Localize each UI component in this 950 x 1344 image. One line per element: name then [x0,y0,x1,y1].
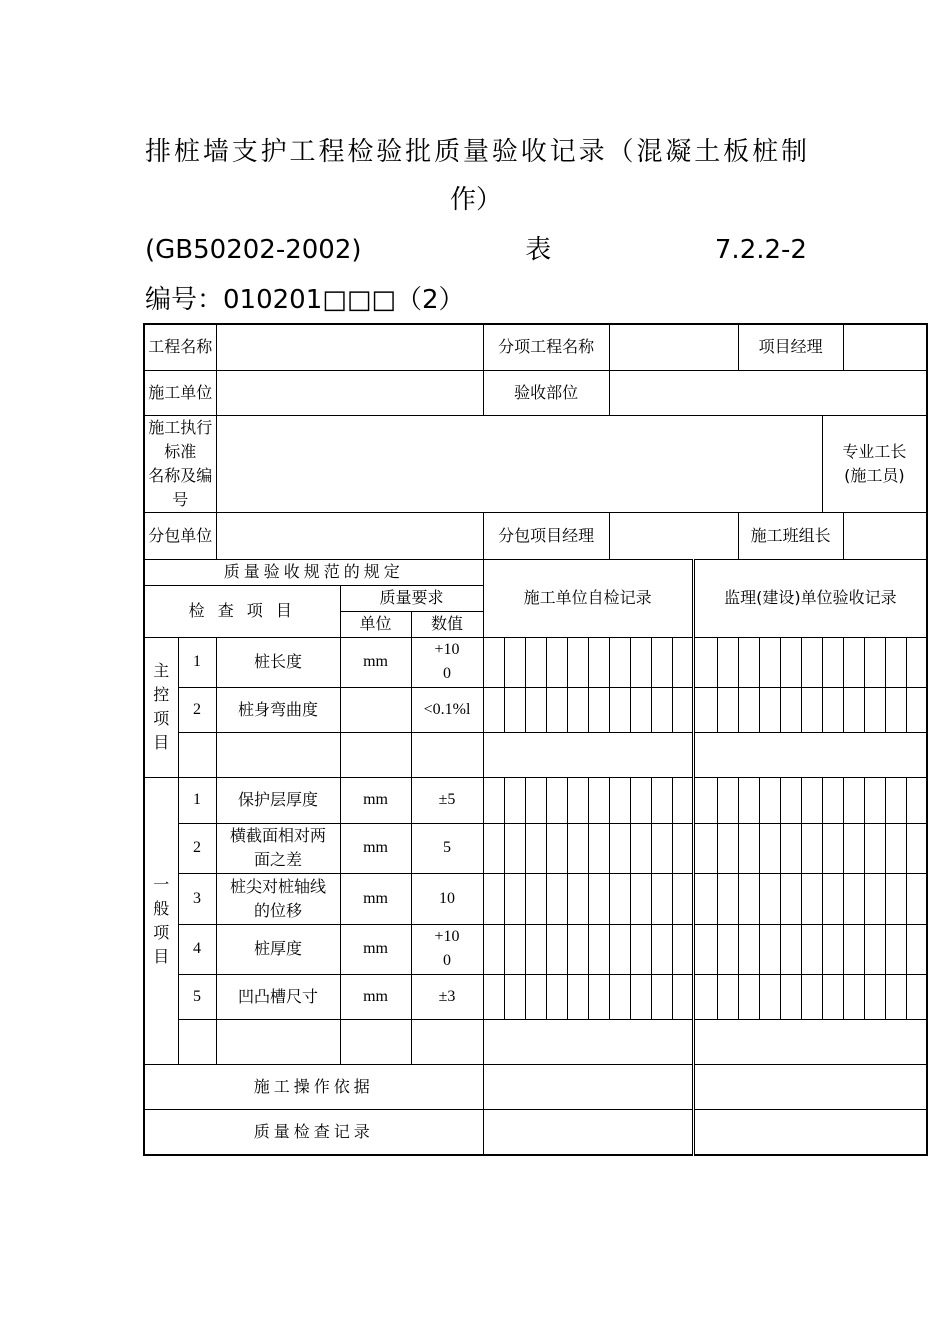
main-group-char-1: 主 [153,661,170,680]
spec-header-row-1 [144,559,927,585]
item-name: 桩身弯曲度 [216,687,340,732]
check-item-header: 检 查 项 目 [144,585,340,637]
record-cell[interactable] [780,777,801,823]
record-cell[interactable] [567,873,588,924]
subcontract-unit-label: 分包单位 [144,512,216,559]
standard-code: (GB50202-2002) [145,235,362,265]
quality-record-supervision-field[interactable] [693,1109,927,1155]
record-cell[interactable] [525,823,546,873]
record-cell[interactable] [759,974,780,1019]
blank-cell[interactable] [216,1019,340,1064]
sub-project-name-field[interactable] [609,324,738,370]
record-cell[interactable] [738,823,759,873]
record-cell[interactable] [651,637,672,687]
record-cell[interactable] [801,924,822,974]
blank-cell[interactable] [340,1019,411,1064]
record-cell[interactable] [588,637,609,687]
record-cell[interactable] [630,687,651,732]
record-cell[interactable] [885,924,906,974]
record-cell[interactable] [588,687,609,732]
standard-label [144,415,216,512]
general-item-row-1 [144,777,927,823]
item-unit: mm [340,637,411,687]
record-cell[interactable] [738,777,759,823]
record-cell[interactable] [546,873,567,924]
general-item-row-4 [144,924,927,974]
quality-req-header: 质量要求 [340,585,483,611]
record-cell[interactable] [864,777,885,823]
inspection-form [143,323,928,1156]
record-cell[interactable] [693,823,717,873]
record-cell[interactable] [717,873,738,924]
record-cell[interactable] [651,687,672,732]
record-cell[interactable] [546,777,567,823]
record-cell[interactable] [906,777,927,823]
record-cell[interactable] [630,873,651,924]
item-value [411,637,483,687]
record-cell[interactable] [822,924,843,974]
item-unit: mm [340,823,411,873]
table-word: 表 [525,235,552,265]
record-cell[interactable] [822,974,843,1019]
record-cell[interactable] [906,873,927,924]
record-cell[interactable] [864,687,885,732]
record-cell[interactable] [609,687,630,732]
blank-cell[interactable] [340,732,411,777]
record-cell[interactable] [759,637,780,687]
sub-project-name-label: 分项工程名称 [483,324,609,370]
item-value-line1: +10 [434,928,460,945]
item-unit [340,687,411,732]
item-name-line2: 面之差 [254,850,303,869]
header-row-3 [144,415,927,512]
header-row-4 [144,512,927,559]
record-cell[interactable] [717,777,738,823]
record-cell[interactable] [843,873,864,924]
record-cell[interactable] [717,687,738,732]
item-unit: mm [340,924,411,974]
record-cell[interactable] [801,974,822,1019]
record-cell[interactable] [864,974,885,1019]
item-name: 凹凸槽尺寸 [216,974,340,1019]
record-cell[interactable] [717,823,738,873]
record-cell[interactable] [759,873,780,924]
record-cell[interactable] [759,924,780,974]
record-cell[interactable] [780,823,801,873]
record-cell[interactable] [504,873,525,924]
record-cell[interactable] [609,637,630,687]
project-name-label: 工程名称 [144,324,216,370]
item-value [411,924,483,974]
record-cell[interactable] [672,823,693,873]
acceptance-part-field[interactable] [609,370,927,415]
record-cell[interactable] [567,687,588,732]
record-cell[interactable] [609,873,630,924]
record-cell[interactable] [483,974,504,1019]
record-cell[interactable] [693,637,717,687]
item-name-line2: 的位移 [254,900,303,920]
record-cell[interactable] [843,777,864,823]
main-item-row-1 [144,637,927,687]
record-cell[interactable] [588,873,609,924]
record-cell[interactable] [885,823,906,873]
record-cell[interactable] [801,637,822,687]
record-cell[interactable] [630,823,651,873]
record-cell[interactable] [693,924,717,974]
record-cell[interactable] [630,974,651,1019]
record-cell[interactable] [525,873,546,924]
blank-cell[interactable] [216,732,340,777]
general-item-row-blank [144,1019,927,1064]
record-cell[interactable] [717,974,738,1019]
item-number: 4 [178,924,216,974]
record-cell[interactable] [759,687,780,732]
project-manager-label: 项目经理 [738,324,843,370]
record-cell[interactable] [885,687,906,732]
team-leader-label: 施工班组长 [738,512,843,559]
record-cell[interactable] [483,873,504,924]
record-cell[interactable] [801,823,822,873]
record-cell[interactable] [843,637,864,687]
general-group-char-3: 项 [153,922,170,942]
item-number: 2 [178,687,216,732]
record-cell[interactable] [525,637,546,687]
record-cell[interactable] [801,777,822,823]
main-item-row-2 [144,687,927,732]
record-cell[interactable] [525,974,546,1019]
acceptance-part-label: 验收部位 [483,370,609,415]
record-cell[interactable] [588,823,609,873]
blank-record-cell[interactable] [483,1019,693,1064]
record-cell[interactable] [567,637,588,687]
record-cell[interactable] [738,637,759,687]
record-cell[interactable] [504,823,525,873]
standard-label-line2: 名称及编号 [148,465,213,509]
item-number: 1 [178,637,216,687]
document-title-line2: 作） [449,185,502,215]
record-cell[interactable] [693,974,717,1019]
record-cell[interactable] [738,687,759,732]
record-cell[interactable] [588,777,609,823]
item-value: 5 [411,823,483,873]
construction-unit-field[interactable] [216,370,483,415]
serial-number: 编号：010201□□□（2） [145,285,465,315]
record-cell[interactable] [864,637,885,687]
record-cell[interactable] [525,687,546,732]
record-cell[interactable] [567,777,588,823]
record-cell[interactable] [672,777,693,823]
operation-basis-field[interactable] [483,1064,693,1109]
record-cell[interactable] [546,823,567,873]
standard-line [145,226,807,274]
main-item-row-blank [144,732,927,777]
record-cell[interactable] [780,924,801,974]
general-item-row-2 [144,823,927,873]
item-name-line1: 桩尖对桩轴线 [230,876,327,896]
item-number: 1 [178,777,216,823]
blank-record-cell[interactable] [693,732,927,777]
record-cell[interactable] [504,974,525,1019]
main-group-char-3: 项 [153,709,170,728]
record-cell[interactable] [609,823,630,873]
record-cell[interactable] [609,974,630,1019]
record-cell[interactable] [672,974,693,1019]
standard-label-line1: 施工执行标准 [148,417,213,461]
main-group-char-2: 控 [153,685,170,704]
main-group-char-4: 目 [153,733,170,752]
record-cell[interactable] [504,924,525,974]
foreman-label [822,415,927,512]
record-cell[interactable] [651,777,672,823]
record-cell[interactable] [780,873,801,924]
record-cell[interactable] [822,777,843,823]
record-cell[interactable] [717,637,738,687]
document-title-line1: 排桩墙支护工程检验批质量验收记录（混凝土板桩制 [145,137,807,167]
record-cell[interactable] [801,687,822,732]
team-leader-field[interactable] [843,512,927,559]
item-value: ±3 [411,974,483,1019]
record-cell[interactable] [630,637,651,687]
record-cell[interactable] [906,974,927,1019]
general-group-char-2: 般 [153,898,170,918]
record-cell[interactable] [885,873,906,924]
record-cell[interactable] [672,924,693,974]
subcontract-unit-field[interactable] [216,512,483,559]
item-value: <0.1%l [411,687,483,732]
supervision-header: 监理(建设)单位验收记录 [693,559,927,637]
value-header: 数值 [411,611,483,637]
record-cell[interactable] [885,637,906,687]
basis-row [144,1064,927,1109]
record-cell[interactable] [885,777,906,823]
foreman-label-line1: 专业工长 [842,441,907,461]
record-cell[interactable] [651,873,672,924]
item-unit: mm [340,777,411,823]
record-cell[interactable] [483,777,504,823]
item-unit: mm [340,873,411,924]
subcontract-manager-field[interactable] [609,512,738,559]
record-cell[interactable] [693,687,717,732]
item-name [216,823,340,873]
record-cell[interactable] [780,687,801,732]
project-manager-field[interactable] [843,324,927,370]
item-number: 2 [178,823,216,873]
record-cell[interactable] [609,924,630,974]
record-cell[interactable] [525,777,546,823]
record-cell[interactable] [588,974,609,1019]
item-number: 5 [178,974,216,1019]
header-row-2 [144,370,927,415]
record-cell[interactable] [759,777,780,823]
record-cell[interactable] [906,823,927,873]
record-cell[interactable] [906,637,927,687]
item-value: 10 [411,873,483,924]
record-cell[interactable] [822,873,843,924]
record-cell[interactable] [717,924,738,974]
standard-field[interactable] [216,415,822,512]
record-cell[interactable] [864,924,885,974]
record-cell[interactable] [906,924,927,974]
item-name [216,873,340,924]
blank-record-cell[interactable] [483,732,693,777]
record-cell[interactable] [483,637,504,687]
main-group-label [144,637,178,777]
record-cell[interactable] [567,924,588,974]
record-cell[interactable] [864,823,885,873]
general-item-row-5 [144,974,927,1019]
general-item-row-3 [144,873,927,924]
construction-unit-label: 施工单位 [144,370,216,415]
foreman-label-line2: (施工员) [844,465,905,485]
project-name-field[interactable] [216,324,483,370]
record-cell[interactable] [546,924,567,974]
record-cell[interactable] [630,924,651,974]
item-name-line1: 横截面相对两 [230,826,327,845]
record-cell[interactable] [780,974,801,1019]
record-cell[interactable] [738,873,759,924]
record-cell[interactable] [546,687,567,732]
record-cell[interactable] [651,823,672,873]
quality-record-label: 质量检查记录 [144,1109,483,1155]
spec-title: 质量验收规范的规定 [144,559,483,585]
record-cell[interactable] [546,974,567,1019]
blank-cell[interactable] [178,1019,216,1064]
record-cell[interactable] [906,687,927,732]
blank-record-cell[interactable] [693,1019,927,1064]
record-cell[interactable] [630,777,651,823]
record-cell[interactable] [672,873,693,924]
record-cell[interactable] [546,637,567,687]
record-cell[interactable] [780,637,801,687]
record-cell[interactable] [567,823,588,873]
item-value-line1: +10 [434,641,460,658]
item-unit: mm [340,974,411,1019]
item-number: 3 [178,873,216,924]
record-cell[interactable] [822,637,843,687]
record-cell[interactable] [822,823,843,873]
item-name: 保护层厚度 [216,777,340,823]
record-cell[interactable] [504,637,525,687]
record-cell[interactable] [651,974,672,1019]
self-check-header: 施工单位自检记录 [483,559,693,637]
record-cell[interactable] [504,687,525,732]
record-cell[interactable] [822,687,843,732]
item-value-line2: 0 [443,952,452,969]
blank-cell[interactable] [411,732,483,777]
quality-record-field[interactable] [483,1109,693,1155]
subcontract-manager-label: 分包项目经理 [483,512,609,559]
record-cell[interactable] [801,873,822,924]
table-number: 7.2.2-2 [714,235,807,265]
record-cell[interactable] [843,974,864,1019]
record-cell[interactable] [504,777,525,823]
record-cell[interactable] [843,823,864,873]
operation-basis-supervision-field[interactable] [693,1064,927,1109]
item-name: 桩长度 [216,637,340,687]
general-group-char-1: 一 [153,874,170,894]
record-cell[interactable] [738,974,759,1019]
blank-cell[interactable] [411,1019,483,1064]
general-group-label [144,777,178,1064]
operation-basis-label: 施工操作依据 [144,1064,483,1109]
item-name: 桩厚度 [216,924,340,974]
record-cell[interactable] [588,924,609,974]
record-cell[interactable] [609,777,630,823]
record-cell[interactable] [693,777,717,823]
record-row [144,1109,927,1155]
record-cell[interactable] [567,974,588,1019]
record-cell[interactable] [693,873,717,924]
record-cell[interactable] [843,687,864,732]
item-value-line2: 0 [443,665,452,682]
record-cell[interactable] [672,687,693,732]
record-cell[interactable] [672,637,693,687]
record-cell[interactable] [759,823,780,873]
record-cell[interactable] [525,924,546,974]
record-cell[interactable] [651,924,672,974]
general-group-char-4: 目 [153,946,170,966]
blank-cell[interactable] [178,732,216,777]
header-row-1 [144,324,927,370]
record-cell[interactable] [885,974,906,1019]
record-cell[interactable] [843,924,864,974]
record-cell[interactable] [483,924,504,974]
unit-header: 单位 [340,611,411,637]
item-value: ±5 [411,777,483,823]
record-cell[interactable] [483,823,504,873]
record-cell[interactable] [483,687,504,732]
record-cell[interactable] [738,924,759,974]
record-cell[interactable] [864,873,885,924]
